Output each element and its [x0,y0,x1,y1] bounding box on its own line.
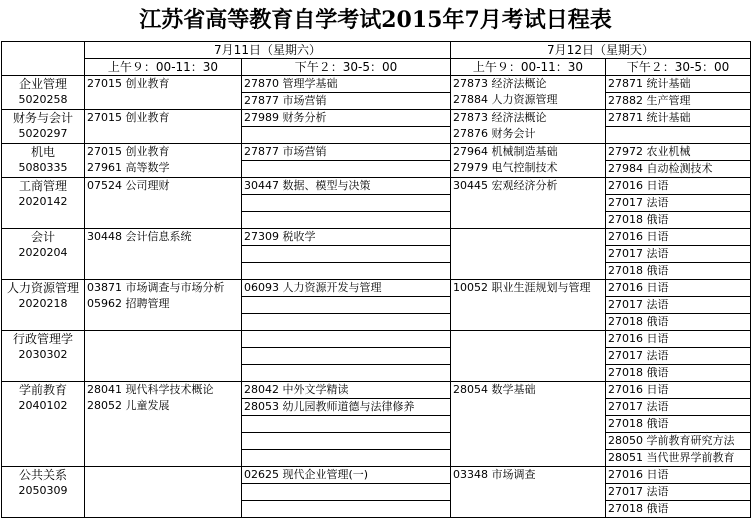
exam-entry: 27984 自动检测技术 [606,160,750,177]
session-header: 上午９：00-11：30 [85,59,242,76]
exam-cell [451,467,606,518]
exam-entry: 10052 职业生涯规划与管理 [453,281,591,294]
exam-entry: 27016 日语 [608,230,669,243]
exam-entry [242,296,450,313]
exam-entry: 27016 日语 [608,332,669,345]
major-cell [2,110,85,144]
session-header: 下午２：30-5：00 [606,59,751,76]
exam-entry: 27017 法语 [606,483,750,500]
page-title: 江苏省高等教育自学考试2015年7月考试日程表 [139,7,612,33]
exam-cell [451,280,606,331]
exam-entry: 27017 法语 [606,245,750,262]
date-header-1: 7月11日（星期六） [85,42,451,59]
major-row [2,331,751,382]
major-name: 行政管理学 [12,332,73,346]
major-cell [2,229,85,280]
exam-cell [242,280,451,331]
exam-entry: 27877 市场营销 [242,92,450,109]
exam-entry: 07524 公司理财 [87,179,170,192]
major-name: 会计 [30,230,55,244]
major-cell [2,467,85,518]
major-code: 2020218 [18,297,68,310]
exam-entry: 27873 经济法概论 [453,111,547,124]
major-cell [2,280,85,331]
corner-cell [2,42,85,76]
major-cell [2,331,85,382]
exam-entry: 27979 电气控制技术 [453,161,558,174]
major-name: 人力资源管理 [6,281,79,295]
exam-cell [606,331,751,382]
major-row [2,144,751,178]
exam-cell [85,331,242,382]
exam-entry: 27876 财务会计 [453,127,536,140]
exam-entry: 27961 高等数学 [87,161,170,174]
exam-cell [451,76,606,110]
major-row [2,110,751,144]
session-header: 下午２：30-5：00 [242,59,451,76]
exam-entry: 02625 现代企业管理(一) [244,468,369,481]
major-row [2,229,751,280]
exam-entry: 27017 法语 [606,194,750,211]
exam-entry: 30448 会计信息系统 [87,230,192,243]
date-header-2: 7月12日（星期天） [451,42,751,59]
session-header-row [2,59,751,76]
major-cell [2,178,85,229]
major-code: 5020297 [18,127,68,140]
exam-entry [242,449,450,466]
exam-cell [606,76,751,110]
exam-entry: 28051 当代世界学前教育 [606,449,750,466]
exam-entry [242,415,450,432]
exam-entry: 27018 俄语 [606,364,750,381]
exam-entry: 27877 市场营销 [244,145,327,158]
exam-entry: 30445 宏观经济分析 [453,179,558,192]
exam-cell [242,382,451,467]
exam-cell [85,110,242,144]
exam-entry: 27015 创业教育 [87,77,170,90]
exam-cell [242,331,451,382]
exam-entry: 28042 中外文学精读 [244,383,349,396]
major-cell [2,76,85,110]
exam-entry: 06093 人力资源开发与管理 [244,281,382,294]
exam-entry: 27018 俄语 [606,313,750,330]
exam-entry: 27989 财务分析 [244,111,327,124]
major-name: 公共关系 [18,468,67,482]
exam-entry: 27015 创业教育 [87,111,170,124]
major-row [2,382,751,467]
major-name: 学前教育 [18,383,67,397]
exam-cell [451,331,606,382]
exam-cell [85,280,242,331]
exam-cell [242,229,451,280]
exam-entry: 27870 管理学基础 [244,77,338,90]
exam-entry: 28053 幼儿园教师道德与法律修养 [242,398,450,415]
exam-cell [606,229,751,280]
major-row [2,280,751,331]
exam-entry: 27016 日语 [608,468,669,481]
exam-cell [242,467,451,518]
exam-entry: 27015 创业教育 [87,145,170,158]
exam-entry: 27972 农业机械 [608,145,691,158]
exam-cell [451,382,606,467]
major-cell [2,144,85,178]
major-row [2,76,751,110]
exam-entry: 27016 日语 [608,179,669,192]
exam-cell [451,110,606,144]
exam-cell [85,382,242,467]
exam-entry: 28041 现代科学技术概论 [87,383,214,396]
exam-entry: 27871 统计基础 [608,77,691,90]
exam-entry [242,245,450,262]
exam-entry: 27882 生产管理 [606,92,750,109]
exam-cell [242,144,451,178]
exam-cell [85,178,242,229]
exam-entry [242,262,450,279]
exam-cell [242,110,451,144]
date-header-row [2,42,751,59]
major-code: 2030302 [18,348,68,361]
exam-entry: 27884 人力资源管理 [453,93,558,106]
exam-entry: 27017 法语 [606,398,750,415]
exam-entry: 27018 俄语 [606,211,750,228]
exam-entry: 27964 机械制造基础 [453,145,558,158]
exam-entry: 05962 招聘管理 [87,297,170,310]
major-code: 2020204 [18,246,68,259]
major-code: 2040102 [18,399,68,412]
major-cell [2,382,85,467]
exam-entry [242,483,450,500]
major-name: 工商管理 [18,179,67,193]
exam-entry: 27309 税收学 [244,230,316,243]
major-code: 5020258 [18,93,68,106]
exam-entry: 27016 日语 [608,383,669,396]
major-name: 财务与会计 [12,111,73,125]
exam-entry: 03348 市场调查 [453,468,536,481]
exam-cell [606,110,751,144]
exam-entry [242,126,450,143]
exam-entry [242,432,450,449]
exam-cell [606,467,751,518]
exam-entry [242,313,450,330]
exam-entry: 27018 俄语 [606,500,750,517]
exam-entry [242,160,450,177]
exam-cell [85,229,242,280]
schedule-table [1,41,751,518]
exam-entry [242,331,450,347]
exam-entry [242,364,450,381]
exam-cell [242,76,451,110]
major-code: 5080335 [18,161,68,174]
exam-cell [85,467,242,518]
major-code: 2050309 [18,484,68,497]
exam-cell [606,144,751,178]
exam-cell [606,382,751,467]
exam-entry: 27018 俄语 [606,262,750,279]
exam-entry [242,194,450,211]
exam-entry: 27017 法语 [606,296,750,313]
major-row [2,467,751,518]
exam-entry: 30447 数据、模型与决策 [244,179,371,192]
exam-entry: 27016 日语 [608,281,669,294]
exam-entry: 27017 法语 [606,347,750,364]
exam-cell [85,76,242,110]
major-code: 2020142 [18,195,68,208]
exam-cell [242,178,451,229]
exam-entry: 28052 儿童发展 [87,399,170,412]
major-name: 机电 [30,145,55,159]
session-header: 上午９：00-11：30 [451,59,606,76]
exam-entry: 27873 经济法概论 [453,77,547,90]
exam-entry [242,500,450,517]
major-name: 企业管理 [18,77,67,91]
exam-cell [451,144,606,178]
exam-entry: 28050 学前教育研究方法 [606,432,750,449]
exam-entry [242,211,450,228]
exam-entry: 27871 统计基础 [608,111,691,124]
exam-cell [606,178,751,229]
exam-cell [606,280,751,331]
exam-cell [451,229,606,280]
exam-entry: 27018 俄语 [606,415,750,432]
exam-cell [85,144,242,178]
major-row [2,178,751,229]
exam-entry: 03871 市场调查与市场分析 [87,281,225,294]
exam-cell [451,178,606,229]
exam-entry [606,126,750,143]
exam-entry [242,347,450,364]
exam-entry: 28054 数学基础 [453,383,536,396]
